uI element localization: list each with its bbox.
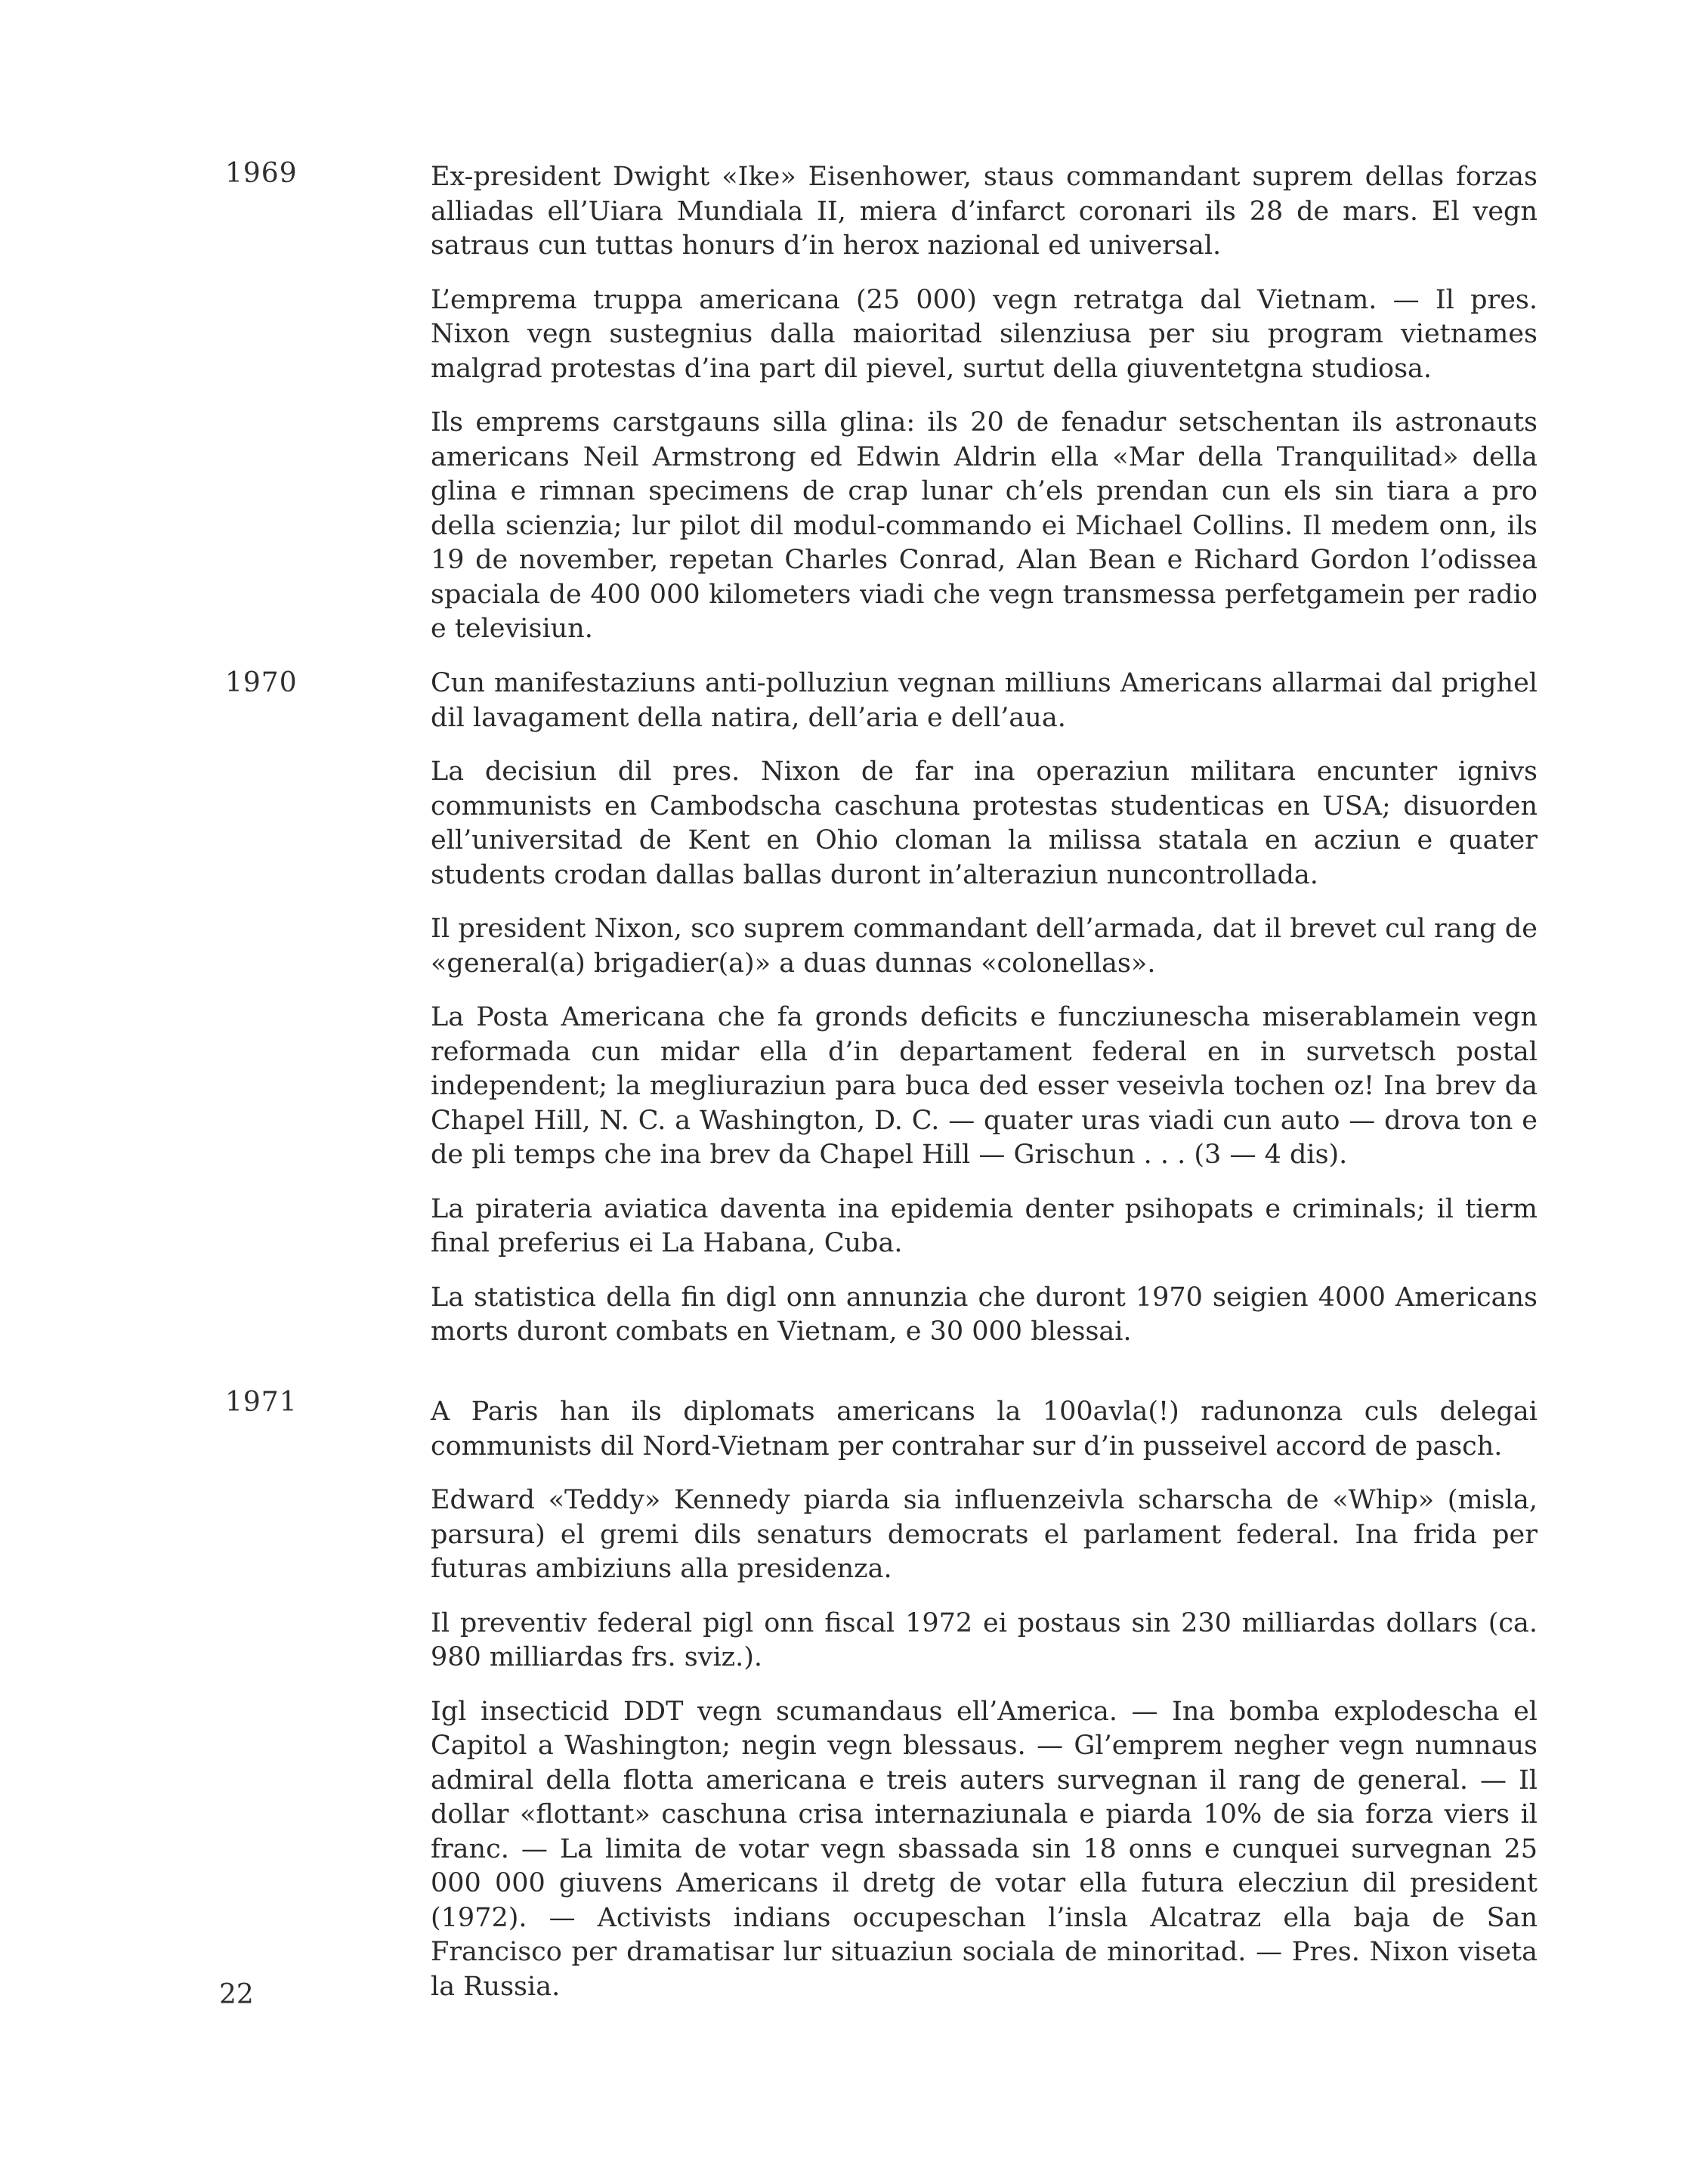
paragraph: Ils emprems carstgauns silla glina: ils 20 de fenadur setschentan ils astronauts americans Neil Armstrong ed Edwin Aldrin ella «Mar della Tranquilitad» della glina e rimnan specimens de crap lunar ch’els prendan cun els sin tiara a pro della scienzia; lur pilot dil modul-commando ei Michael Collins. Il medem onn, ils 19 de november, repetan Charles Conrad, Alan Bean e Richard Gordon l’odissea spaciala de 400 000 kilometers viadi che vegn transmessa perfetgamein per radio e televisiun. — [431, 407, 1538, 644]
year-label-1969: 1969 — [225, 158, 298, 189]
paragraph: Ex-president Dwight «Ike» Eisenhower, staus commandant suprem dellas forzas alliadas ell’Uiara Mundiala II, miera d’infarct coronari ils 28 de mars. El vegn satraus cun tuttas honurs d’in herox nazional ed universal. — [431, 162, 1538, 261]
paragraph: La Posta Americana che fa gronds deficits e funcziunescha miserablamein vegn reformada cun midar ella d’in departament federal en in survetsch postal independent; la megliuraziun para buca ded esser veseivla tochen oz! Ina brev da Chapel Hill, N. C. a Washington, D. C. — quater uras viadi cun auto — drova ton e de pli temps che ina brev da Chapel Hill — Grischun . . . (3 — 4 dis). — [431, 1002, 1538, 1170]
paragraph: Il preventiv federal pigl onn fiscal 1972 ei postaus sin 230 milliardas dollars (ca. 980 milliardas frs. sviz.). — [431, 1607, 1538, 1672]
paragraph: Igl insecticid DDT vegn scumandaus ell’America. — Ina bomba explodescha el Capitol a Washington; negin vegn blessaus. — Gl’emprem negher vegn numnaus admiral della flotta americana e treis auters survegnan il rang de general. — Il dollar «flottant» caschuna crisa internaziunala e piarda 10% de sia forza viers il franc. — La limita de votar vegn sbassada sin 18 onns e cunquei survegnan 25 000 000 giuvens Americans il dretg de votar ella futura elecziun dil president (1972). — Activists indians occupeschan l’insla Alcatraz ella baja de San Francisco per dramatisar lur situaziun sociala de minoritad. — Pres. Nixon viseta la Russia. — [431, 1696, 1538, 2002]
paragraph: Il president Nixon, sco suprem commandant dell’armada, dat il brevet cul rang de «general(a) brigadier(a)» a duas dunnas «colonellas». — [431, 914, 1538, 979]
entry-1971 — [431, 1395, 1538, 2024]
paragraph: La statistica della fin digl onn annunzia che duront 1970 seigien 4000 Americans morts duront combats en Vietnam, e 30 000 blessai. — [431, 1282, 1538, 1347]
paragraph: La decisiun dil pres. Nixon de far ina operaziun militara encunter ignivs communists en Cambodscha caschuna protestas studenticas en USA; disuorden ell’universitad de Kent en Ohio cloman la milissa statala en acziun e quater students crodan dallas ballas duront in’alteraziun nuncontrollada. — [431, 756, 1538, 890]
year-label-1970: 1970 — [225, 667, 298, 698]
entry-1970 — [431, 667, 1538, 1369]
paragraph: L’emprema truppa americana (25 000) vegn retratga dal Vietnam. — Il pres. Nixon vegn sustegnius dalla maioritad silenziusa per siu program vietnames malgrad protestas d’ina part dil pievel, surtut della giuventetgna studiosa. — [431, 284, 1538, 384]
entry-1969 — [431, 160, 1538, 667]
paragraph: La pirateria aviatica daventa ina epidemia denter psihopats e criminals; il tierm final preferius ei La Habana, Cuba. — [431, 1193, 1538, 1258]
paragraph: Cun manifestaziuns anti-polluziun vegnan milliuns Americans allarmai dal prighel dil lavagament della natira, dell’aria e dell’aua. — [431, 668, 1538, 733]
paragraph: A Paris han ils diplomats americans la 100avla(!) radunonza culs delegai communists dil Nord-Vietnam per contrahar sur d’in pusseivel accord de pasch. — [431, 1397, 1538, 1462]
paragraph: Edward «Teddy» Kennedy piarda sia influenzeivla scharscha de «Whip» (misla, parsura) el gremi dils senaturs democrats el parlament federal. Ina frida per futuras ambiziuns alla presidenza. — [431, 1485, 1538, 1584]
page-number: 22 — [219, 1979, 254, 2010]
year-label-1971: 1971 — [225, 1387, 298, 1418]
